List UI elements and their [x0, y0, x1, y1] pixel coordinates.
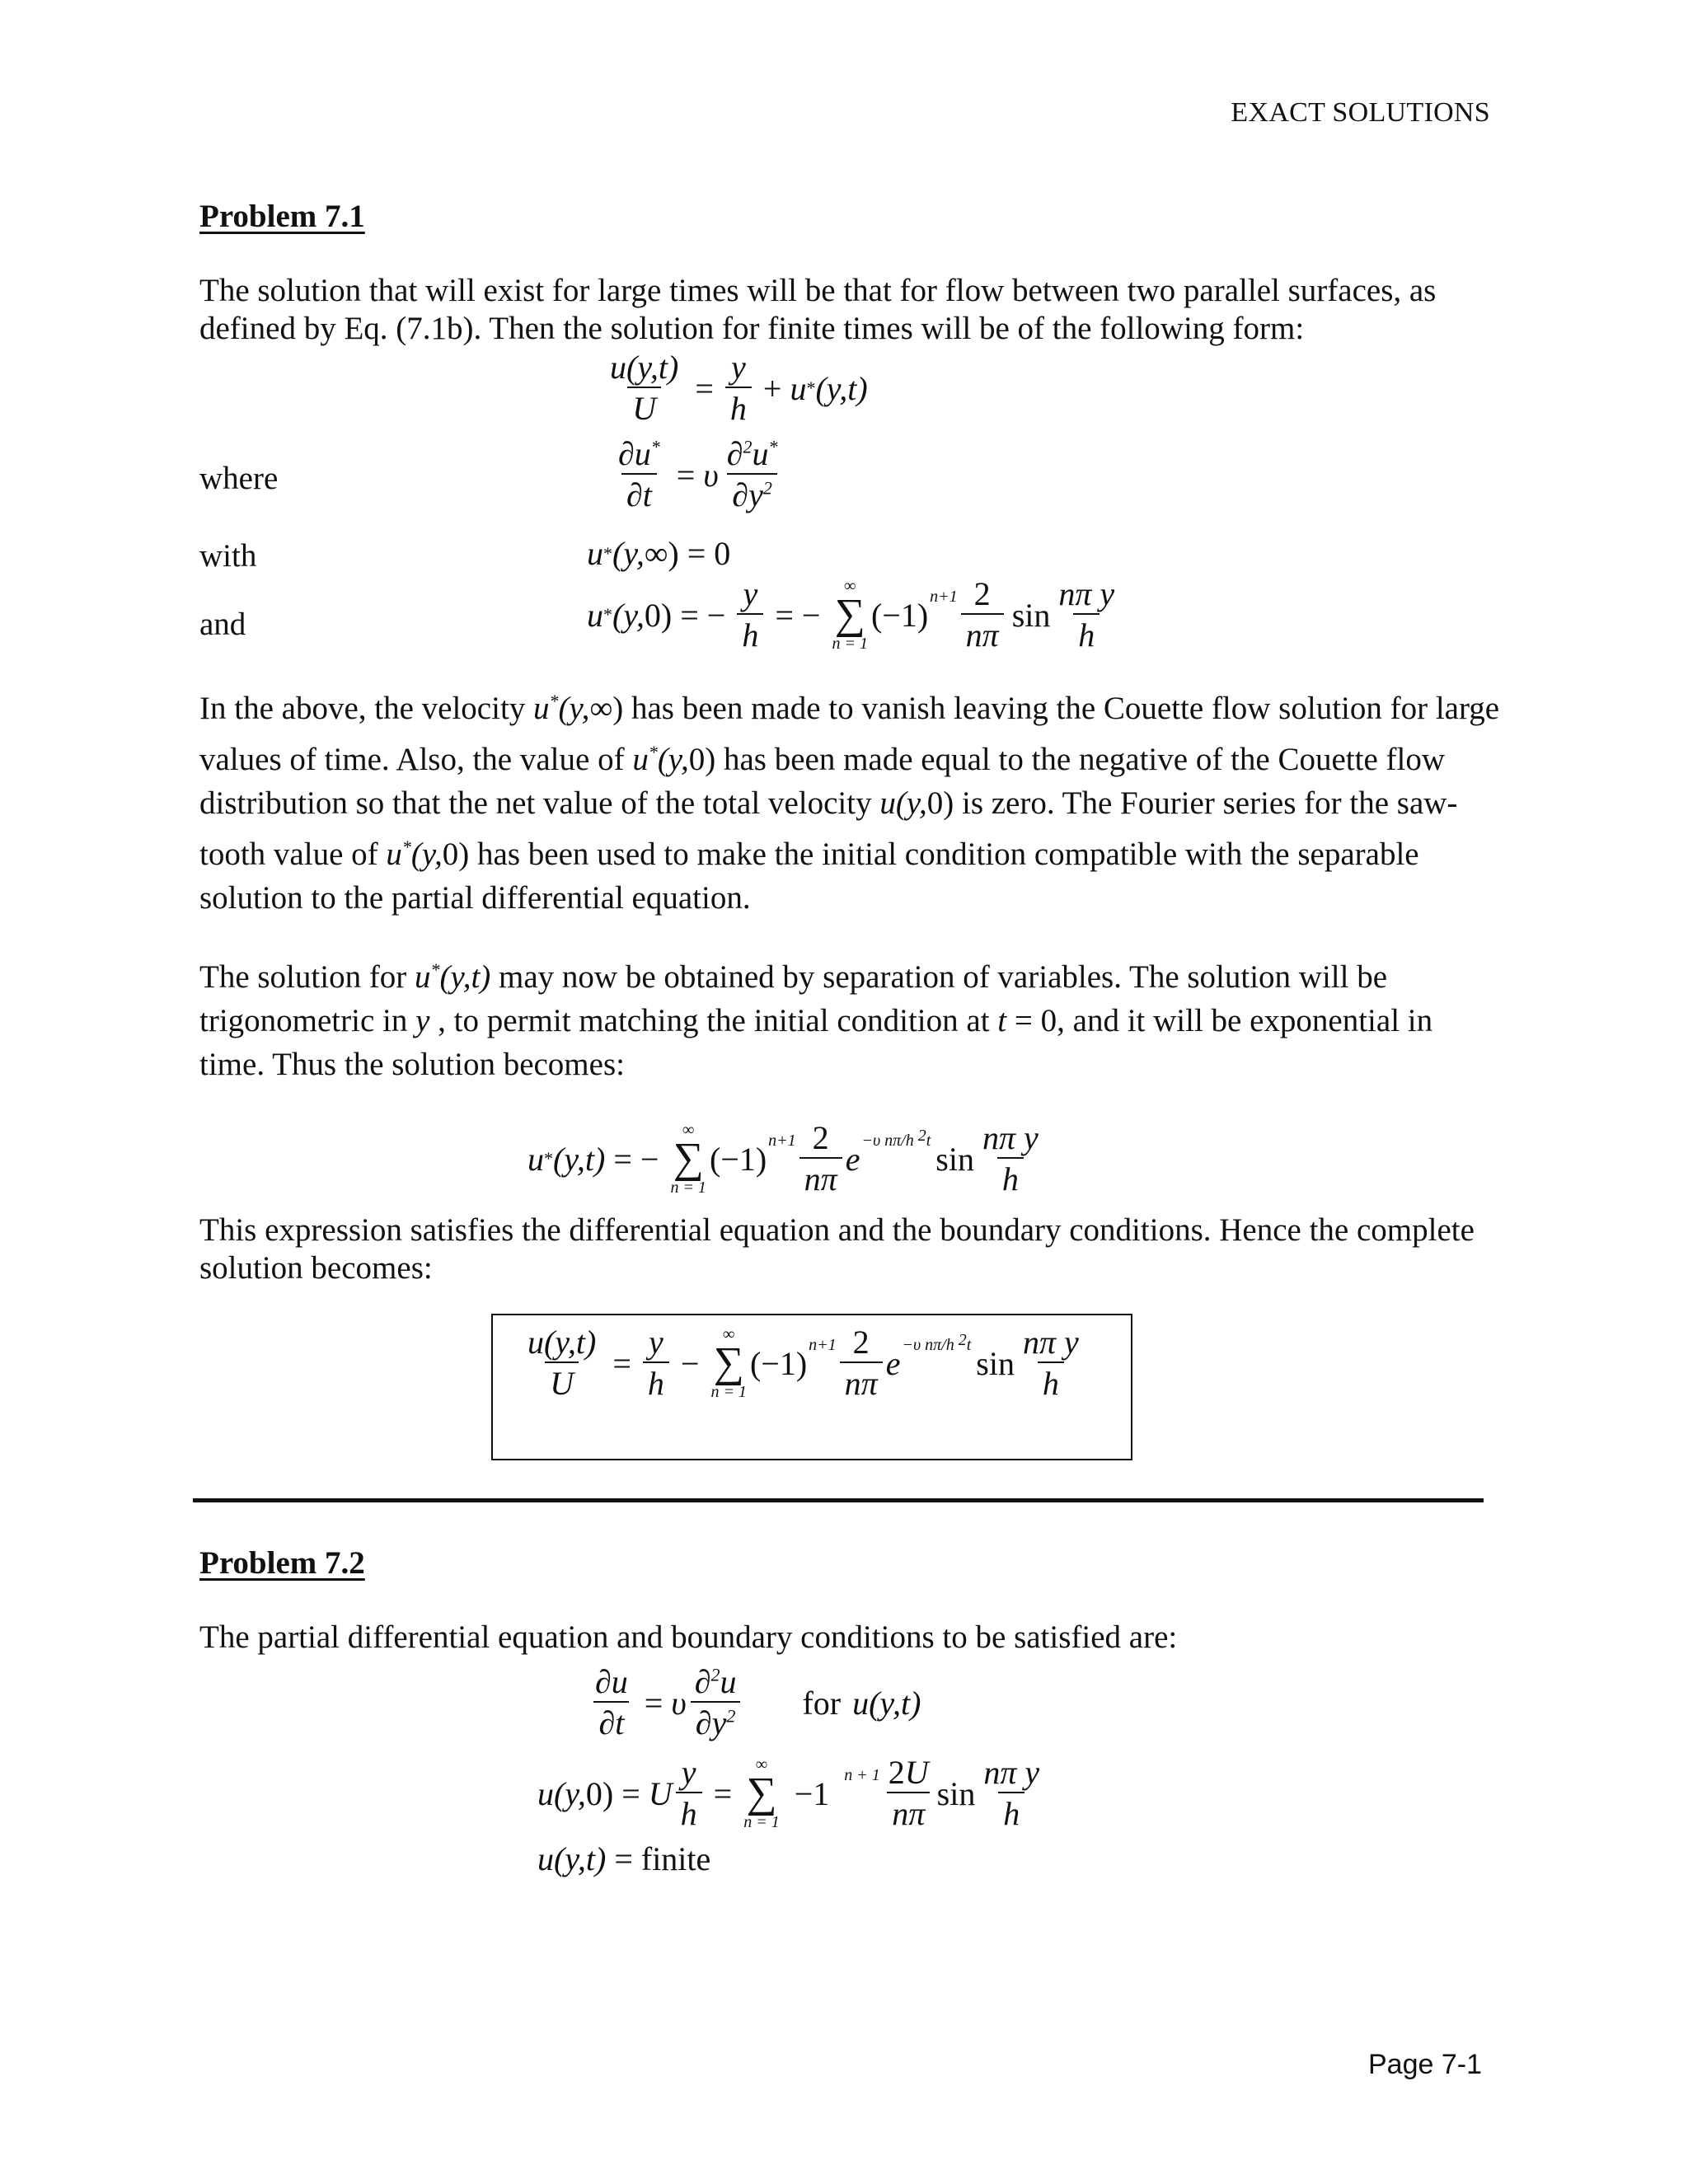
finite-label: finite — [640, 1840, 711, 1877]
equation-pde-7-2: $\frac{\partial u}{\partial t}$ = υ $\frac{\partial^2u}{\partial y^2}$ for u(y,t) — [595, 1663, 921, 1741]
problem-7-2-heading: Problem 7.2 — [199, 1545, 365, 1581]
equation-initial-condition: u * (y, 0) = − $\frac{y}{h}$ = − ∞ ∑ n = 1 (−1) n+1 $\frac{2}{n\pi}$ sin $\frac{\text{nπ y}}{h}$ — [587, 575, 1115, 654]
problem-7-1-heading: Problem 7.1 — [199, 199, 365, 234]
label-with: with — [199, 538, 257, 574]
section-divider — [193, 1498, 1484, 1502]
label-where: where — [199, 461, 279, 496]
equation-condition-infinity: u * (y, ∞) = 0 — [587, 535, 731, 572]
equation-finite-7-2: u(y,t) = finite — [537, 1840, 711, 1877]
equation-diffusion: $\frac{\partial u^*}{\partial t}$ = υ $\frac{\partial^2u^*}{\partial y^2}$ — [618, 435, 778, 513]
equation-initial-7-2: u(y, 0) = U $\frac{y}{h}$ = ∞ ∑ n = 1 −1 n + 1 $\frac{2U}{n\pi}$ sin $\frac{\text{nπ y}}{h}$ — [537, 1754, 1040, 1832]
page-number: Page 7-1 — [1368, 2049, 1482, 2080]
equation-complete-solution: $\frac{u(y,t)}{U}$ = $\frac{y}{h}$ − ∞ ∑ n = 1 (−1) n+1 $\frac{2}{n\pi}$ e −υ nπ/h 2t sin $\frac{\text{nπ y}}{h}$ — [528, 1324, 1079, 1402]
problem-7-1-intro: The solution that will exist for large times will be that for flow between two parallel surfaces, as defined by Eq. (7.1b). Then the solution for finite times will be of the following form: — [199, 273, 1437, 346]
for-label: for — [802, 1684, 842, 1722]
problem-7-1-explanation: In the above, the velocity u*(y,∞) has been made to vanish leaving the Couette flow solution for large values of time. Also, the value of u*(y,0) has been made equal to the negative of the Couette flow distribution so that the net value of the total velocity u(y,0) is zero. The Fourier series for the saw-tooth value of u*(y,0) has been used to make the initial condition compatible with the separable solution to the partial differential equation. — [199, 691, 1500, 916]
equation-series-solution: u * (y,t) = − ∞ ∑ n = 1 (−1) n+1 $\frac{2}{n\pi}$ e −υ nπ/h 2t sin $\frac{\text{nπ y}}{h}$ — [528, 1119, 1039, 1197]
problem-7-1-conclusion: This expression satisfies the differential equation and the boundary conditions. Hence the complete solution becomes: — [199, 1212, 1475, 1286]
equation-velocity-form: $\frac{u(y,t)}{U}$ = $\frac{y}{h}$ + u * (y,t) — [610, 349, 868, 427]
label-and: and — [199, 607, 246, 642]
problem-7-2-intro: The partial differential equation and boundary conditions to be satisfied are: — [199, 1619, 1178, 1655]
problem-7-1-separation: The solution for u*(y,t) may now be obtained by separation of variables. The solution will be trigonometric in y , to permit matching the initial condition at t = 0, and it will be exponential in time. Thus the solution becomes: — [199, 959, 1433, 1082]
running-header: EXACT SOLUTIONS — [1231, 97, 1490, 128]
